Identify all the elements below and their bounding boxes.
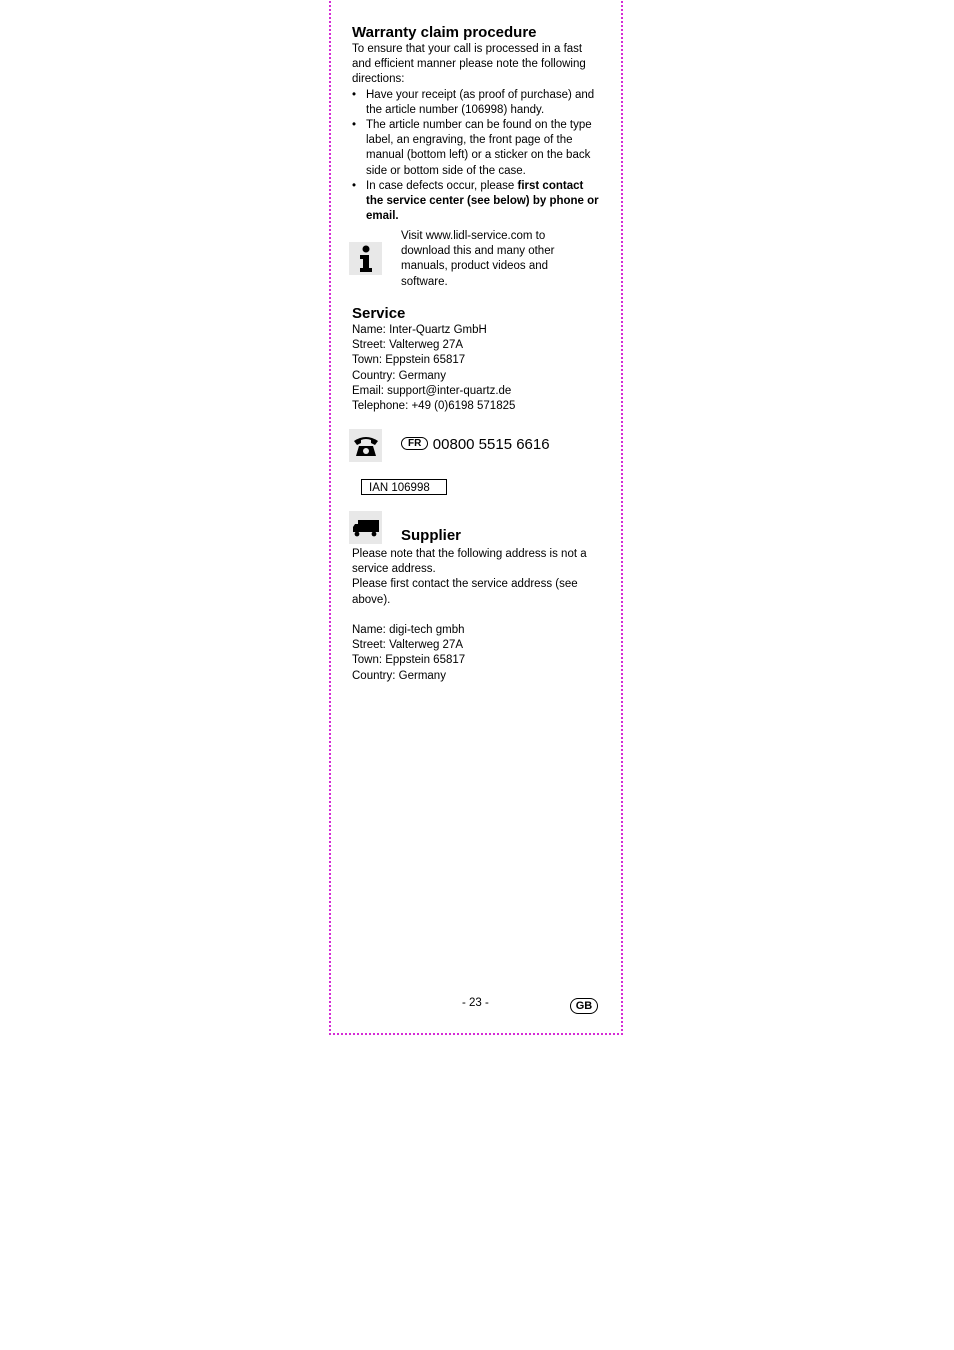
service-street: Street: Valterweg 27A <box>352 339 464 352</box>
supplier-title: Supplier <box>401 527 462 544</box>
language-badge-gb: GB <box>570 998 598 1014</box>
info-text: Visit www.lidl-service.com to download this and many other manuals, product videos and software. <box>401 230 555 288</box>
service-town: Town: Eppstein 65817 <box>352 354 466 367</box>
supplier-section <box>352 547 602 684</box>
ian-box: IAN 106998 <box>361 479 447 495</box>
service-email: Email: support@inter-quartz.de <box>352 384 512 397</box>
truck-icon <box>349 511 382 544</box>
warranty-bullet-defects-bold: first contact the service center (see below) by phone or email. <box>366 179 599 223</box>
telephone-icon <box>349 429 382 462</box>
hotline-line <box>401 436 550 454</box>
page-number: - 23 - <box>462 997 489 1009</box>
warranty-section <box>352 24 602 224</box>
service-country: Country: Germany <box>352 369 446 382</box>
service-section <box>352 305 602 414</box>
supplier-heading <box>401 527 651 545</box>
supplier-name: Name: digi-tech gmbh <box>352 624 465 636</box>
service-telephone: Telephone: +49 (0)6198 571825 <box>352 400 516 413</box>
warranty-bullet-defects-text: In case defects occur, please <box>366 179 518 192</box>
info-icon <box>349 242 382 275</box>
warranty-title: Warranty claim procedure <box>352 24 537 41</box>
info-block <box>401 229 591 290</box>
country-badge-fr: FR <box>401 437 428 450</box>
warranty-bullet-receipt: • Have your receipt (as proof of purchase) and the article number (106998) handy. <box>352 88 602 118</box>
supplier-country: Country: Germany <box>352 669 446 682</box>
supplier-note-2: Please first contact the service address (see above). <box>352 578 578 606</box>
supplier-note-1: Please note that the following address is not a service address. <box>352 548 587 576</box>
supplier-town: Town: Eppstein 65817 <box>352 654 466 667</box>
service-name: Name: Inter-Quartz GmbH <box>352 324 487 336</box>
spacer <box>352 608 602 623</box>
hotline-number: 00800 5515 6616 <box>432 436 550 453</box>
service-title: Service <box>352 305 406 322</box>
supplier-street: Street: Valterweg 27A <box>352 639 464 652</box>
warranty-bullet-defects <box>352 179 602 225</box>
warranty-bullet-article-number: • The article number can be found on the type label, an engraving, the front page of the manual (bottom left) or a sticker on the back side or bottom side of the case. <box>352 118 602 179</box>
warranty-intro: To ensure that your call is processed in a fast and efficient manner please note the following directions: <box>352 43 586 86</box>
